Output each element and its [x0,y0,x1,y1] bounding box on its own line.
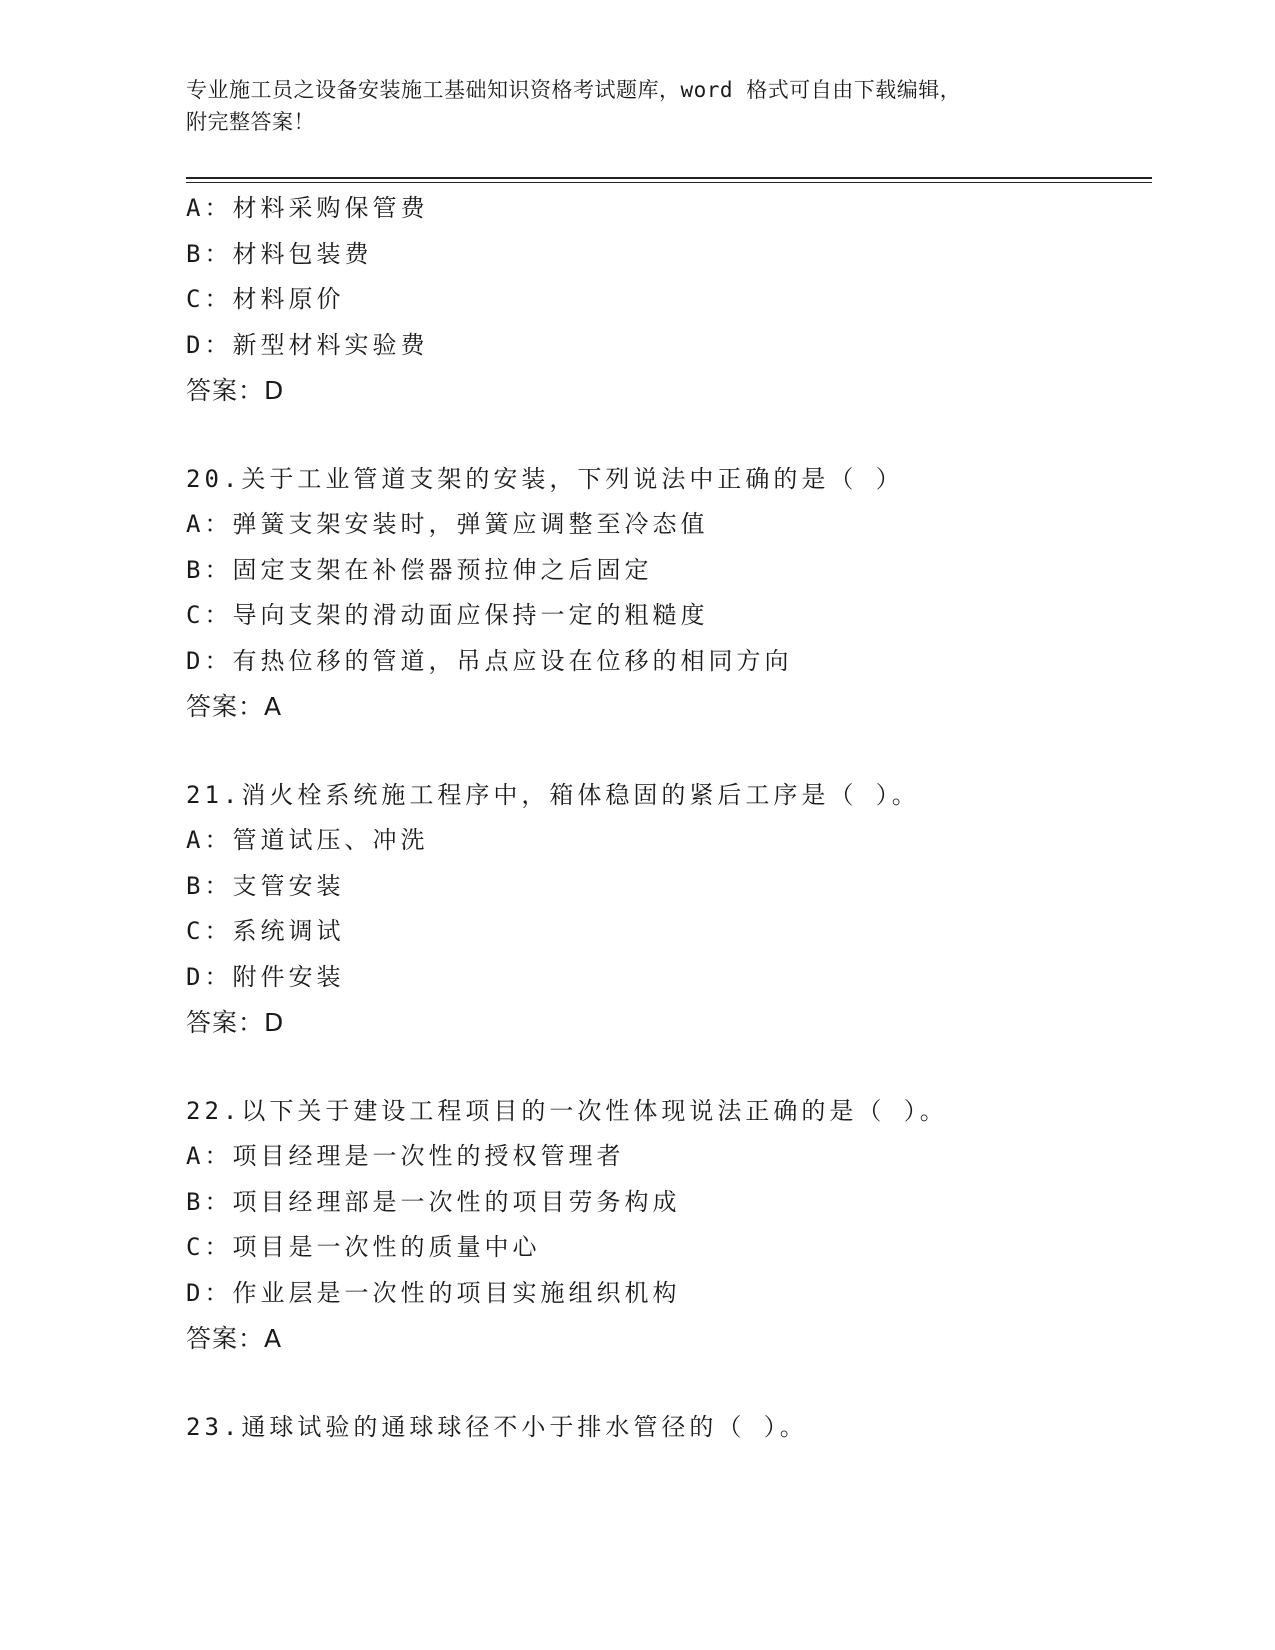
option-c: C：导向支架的滑动面应保持一定的粗糙度 [186,601,709,629]
answer: 答案：D [186,1008,285,1037]
option-b: B：固定支架在补偿器预拉伸之后固定 [186,555,653,584]
answer: 答案：A [186,692,283,721]
option-a: A：弹簧支架安装时，弹簧应调整至冷态值 [186,510,709,538]
question-20 [186,457,1146,730]
header-line-2: 附完整答案！ [186,110,315,134]
question-text: 23.通球试验的通球球径不小于排水管径的（ ）。 [186,1412,808,1441]
option-d: D：作业层是一次性的项目实施组织机构 [186,1278,681,1307]
option-a: A：管道试压、冲洗 [186,826,429,854]
option-c: C：材料原价 [186,285,345,313]
question-19 [186,186,1146,414]
option-d: D：附件安装 [186,962,345,991]
question-22 [186,1089,1146,1362]
header-divider-thin [186,182,1152,183]
option-b: B：项目经理部是一次性的项目劳务构成 [186,1187,681,1216]
answer: 答案：A [186,1324,283,1353]
option-a: A：项目经理是一次性的授权管理者 [186,1142,625,1170]
question-23 [186,1405,1146,1451]
answer: 答案：D [186,376,285,405]
option-b: B：材料包装费 [186,239,373,268]
option-c: C：项目是一次性的质量中心 [186,1233,541,1261]
question-text: 21.消火栓系统施工程序中，箱体稳固的紧后工序是（ ）。 [186,780,920,809]
header-line-1: 专业施工员之设备安装施工基础知识资格考试题库，word 格式可自由下载编辑， [186,78,962,102]
option-c: C：系统调试 [186,917,345,945]
option-b: B：支管安装 [186,871,345,900]
header-divider [186,177,1152,179]
option-d: D：新型材料实验费 [186,330,429,359]
option-a: A：材料采购保管费 [186,194,429,222]
question-list [186,186,1146,1450]
question-21 [186,773,1146,1046]
question-text: 20.关于工业管道支架的安装，下列说法中正确的是（ ） [186,464,904,493]
option-d: D：有热位移的管道，吊点应设在位移的相同方向 [186,646,793,675]
question-text: 22.以下关于建设工程项目的一次性体现说法正确的是（ ）。 [186,1096,948,1125]
document-header [186,74,1086,138]
